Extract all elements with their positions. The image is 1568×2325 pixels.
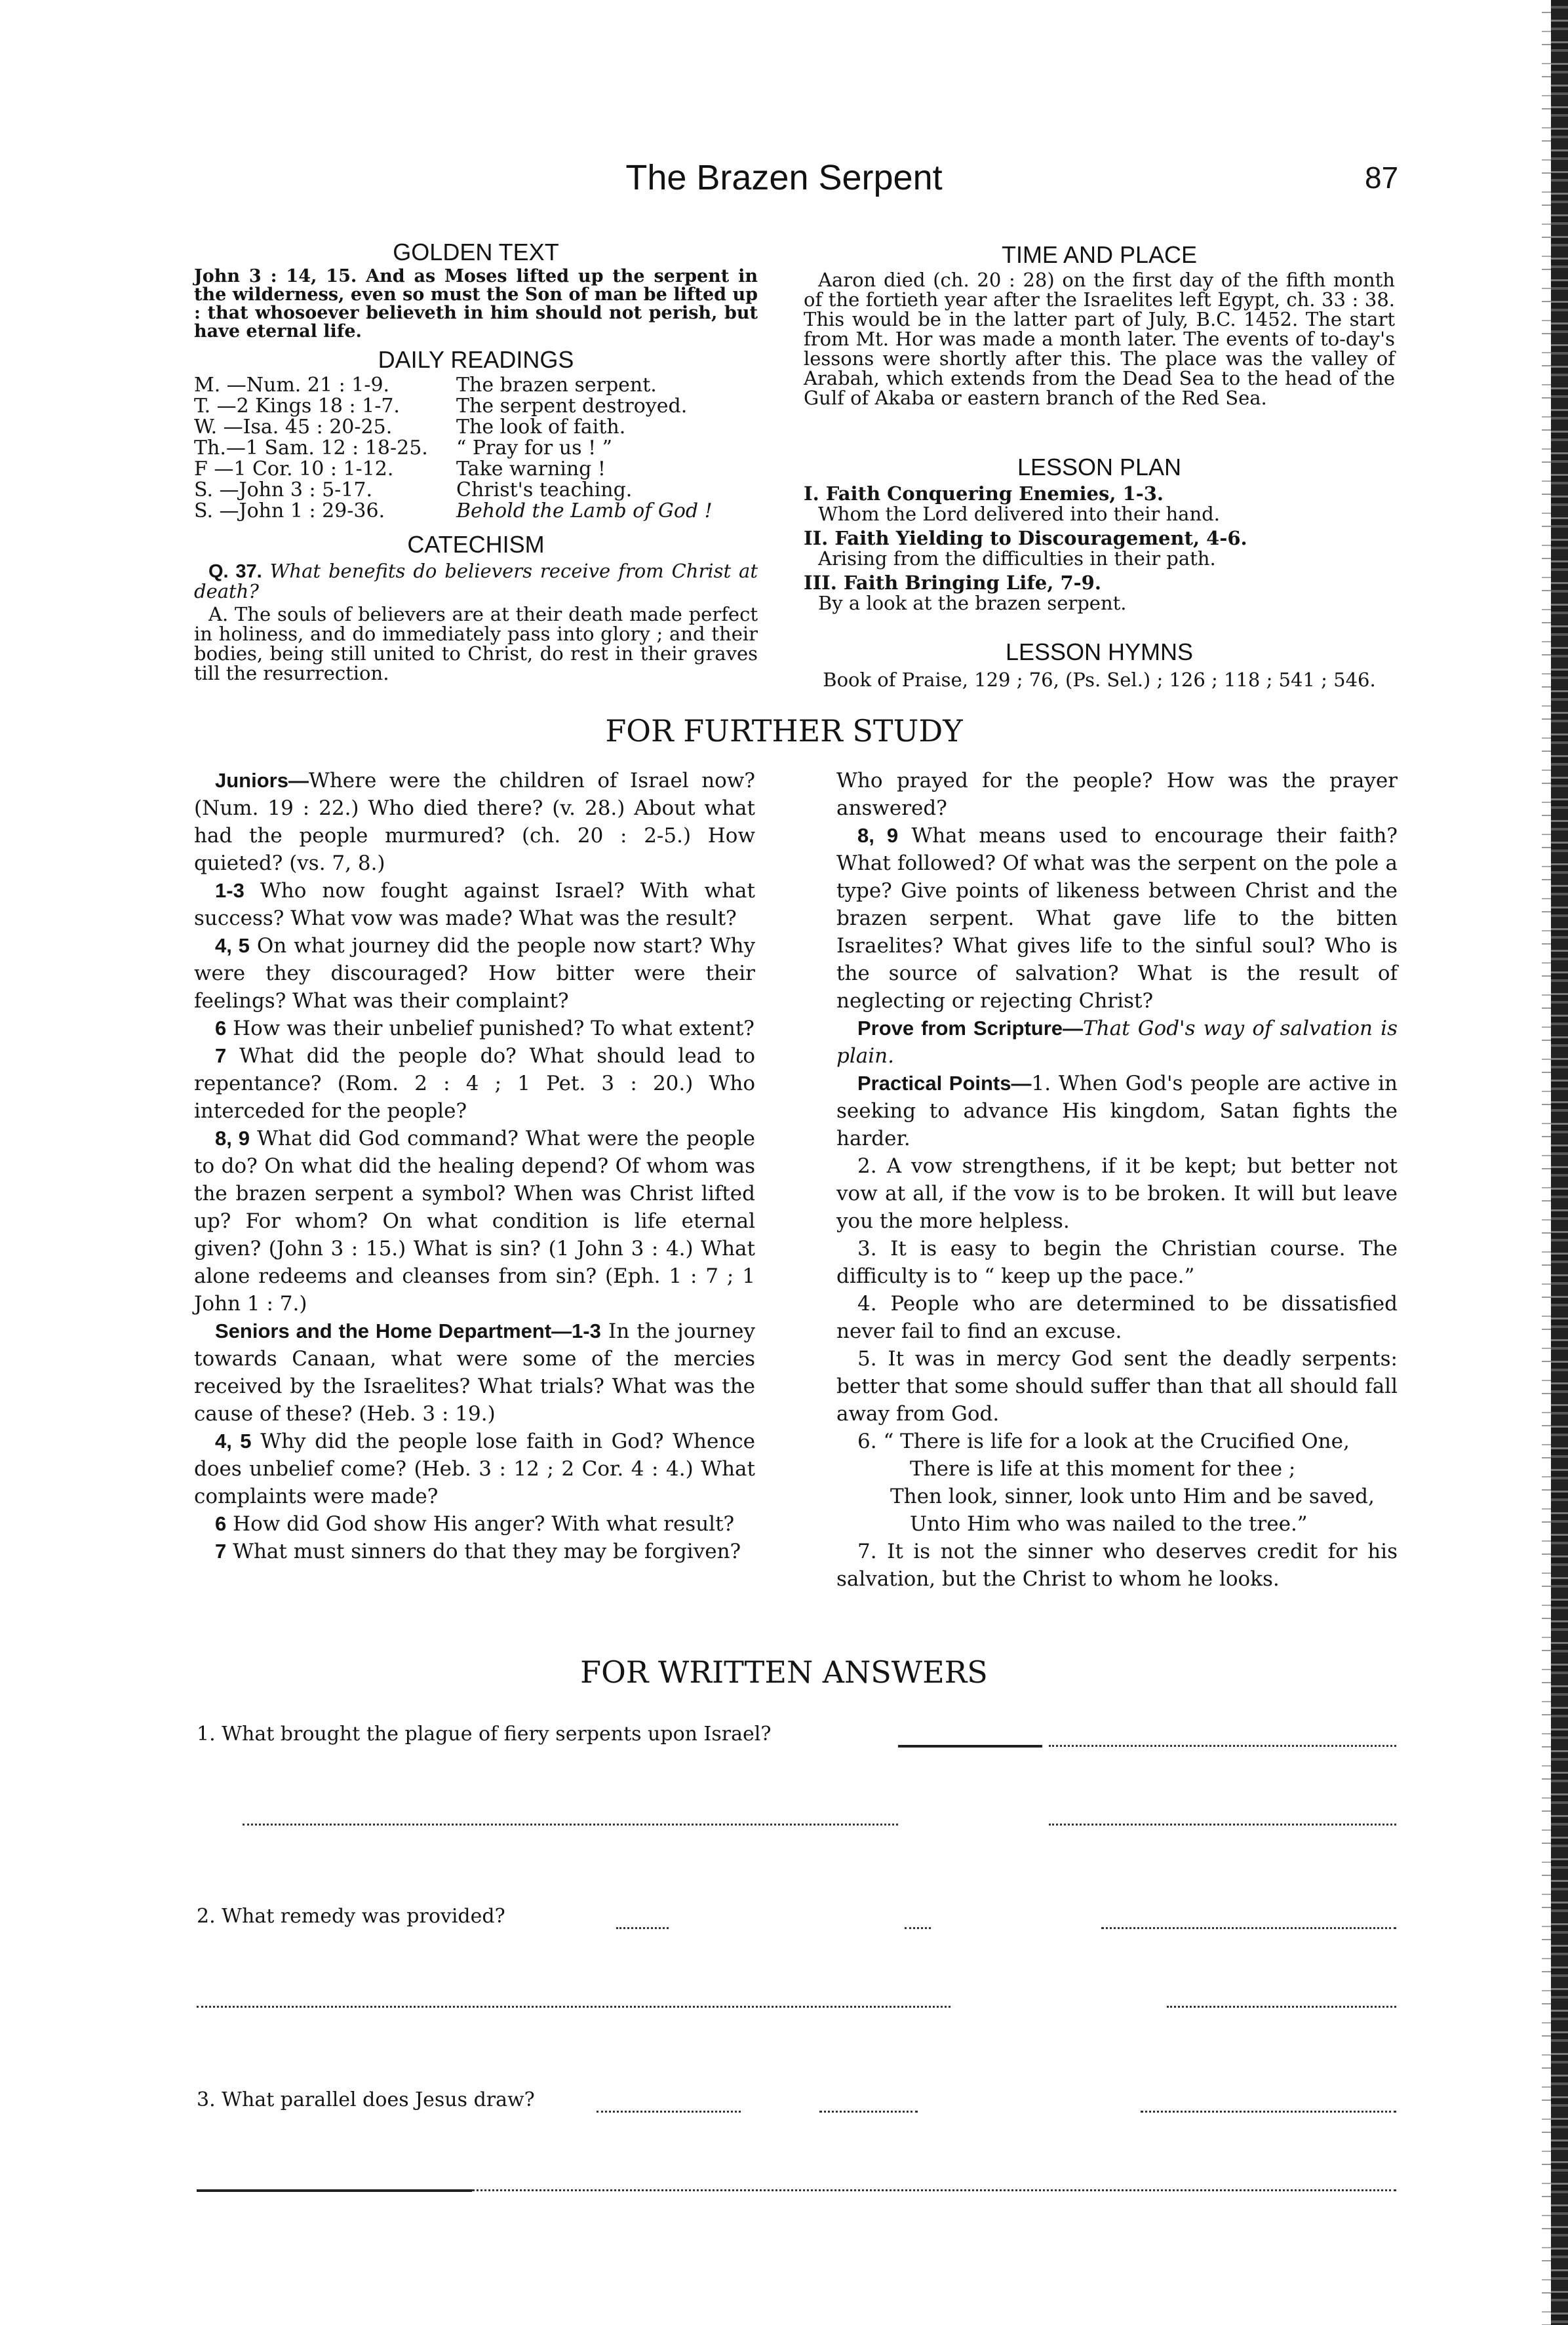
study-continuation: Who prayed for the people? How was the prayer answered?	[836, 769, 1398, 820]
study-text: What means used to encourage their faith? What followed? Of what was the serpent on the pole a type? Give points of likeness between Christ and the brazen serpent. What gave life to the bitten Israelites? What gives life to the sinful soul? Who is the source of salvation? What is the result of neglecting or rejecting Christ?	[836, 824, 1398, 1013]
reading-row	[194, 459, 758, 480]
daily-readings-heading: DAILY READINGS	[378, 346, 574, 373]
written-question-2: 2. What remedy was provided?	[197, 1905, 505, 1928]
study-lead: 7	[215, 1540, 227, 1563]
reading-title: The brazen serpent.	[456, 374, 657, 397]
written-question-3: 3. What parallel does Jesus draw?	[197, 2088, 535, 2111]
study-lead: 6	[215, 1512, 227, 1535]
lesson-plan-item-title: I. Faith Conquering Enemies, 1-3.	[804, 482, 1164, 505]
golden-text-ref: John 3 : 14, 15.	[194, 266, 357, 286]
golden-text-heading: GOLDEN TEXT	[393, 239, 559, 265]
lesson-plan-item-title: II. Faith Yielding to Discouragement, 4-6.	[804, 527, 1247, 549]
reading-ref: S. —John 3 : 5-17.	[194, 479, 373, 501]
daily-readings-list	[194, 375, 758, 522]
study-para	[836, 822, 1398, 1015]
study-para	[194, 1538, 755, 1565]
answer-line	[898, 1745, 1042, 1748]
study-lead: 4, 5	[215, 1430, 252, 1453]
reading-row	[194, 438, 758, 459]
reading-title: Behold the Lamb of God !	[456, 499, 713, 522]
lesson-plan-heading: LESSON PLAN	[1017, 454, 1182, 480]
further-study-right-column	[836, 767, 1398, 1593]
study-para	[194, 932, 755, 1015]
further-study-left-column	[194, 767, 755, 1565]
catechism-answer: A. The souls of believers are at their death made perfect in holiness, and do immediately pass into glory ; and their bodies, being still united to Christ, do rest in their graves till the resurrection.	[194, 603, 758, 684]
further-study-heading: FOR FURTHER STUDY	[605, 713, 963, 749]
catechism-question	[194, 561, 758, 601]
prove-lead: Prove from Scripture—	[857, 1017, 1084, 1040]
practical-lead: Practical Points—	[857, 1072, 1032, 1095]
study-text: What did the people do? What should lead to repentance? (Rom. 2 : 4 ; 1 Pet. 3 : 20.) Who interceded for the people?	[194, 1044, 755, 1123]
study-lead: 7	[215, 1044, 227, 1067]
reading-row	[194, 417, 758, 438]
answer-line	[1049, 1824, 1396, 1826]
page-number: 87	[1365, 161, 1399, 195]
answer-line	[1101, 1927, 1396, 1929]
study-para	[194, 1125, 755, 1318]
study-text: On what journey did the people now start? Why were they discouraged? How bitter were their feelings? What was their complaint?	[194, 934, 755, 1013]
study-para	[194, 1042, 755, 1125]
reading-row	[194, 480, 758, 501]
reading-title: “ Pray for us ! ”	[456, 437, 612, 459]
catechism-q-num: Q. 37.	[208, 561, 262, 582]
reading-ref: F —1 Cor. 10 : 1-12.	[194, 458, 394, 480]
answer-line	[1141, 2111, 1396, 2113]
page-title: The Brazen Serpent	[625, 158, 943, 197]
reading-title: The serpent destroyed.	[456, 395, 688, 418]
reading-ref: Th.—1 Sam. 12 : 18-25.	[194, 437, 428, 459]
reading-row	[194, 396, 758, 417]
poem-line	[857, 1428, 1398, 1455]
golden-text-verse: And as Moses lifted up the serpent in the wilderness, even so must the Son of man be lifted up : that whosoever believeth in him should not perish, but have eternal life.	[194, 266, 758, 342]
written-question-1: 1. What brought the plague of fiery serpents upon Israel?	[197, 1723, 772, 1746]
catechism-q-text: What benefits do believers receive from Christ at death?	[194, 560, 758, 602]
study-lead: 8, 9	[215, 1127, 250, 1150]
time-place-text: Aaron died (ch. 20 : 28) on the first day of the fifth month of the fortieth year after the Israelites left Egypt, ch. 33 : 38. This would be in the latter part of July, B.C. 1452. The start from Mt. Hor was made a month later. The events of to-day's lessons were shortly after this. The place was the valley of Arabah, which extends from the Dead Sea to the head of the Gulf of Akaba or eastern branch of the Red Sea.	[804, 269, 1395, 409]
study-text: What did God command? What were the people to do? On what did the healing depend? Of whom was the brazen serpent a symbol? When was Christ lifted up? For whom? On what condition is life eternal given? (John 3 : 15.) What is sin? (1 John 3 : 4.) What alone redeems and cleanses from sin? (Eph. 1 : 7 ; 1 John 1 : 7.)	[194, 1127, 755, 1316]
answer-line	[472, 2189, 1396, 2191]
study-lead: 8, 9	[857, 824, 899, 847]
study-text: How was their unbelief punished? To what extent?	[226, 1017, 755, 1040]
study-para	[194, 767, 755, 877]
lesson-plan-item-sub: By a look at the brazen serpent.	[818, 592, 1127, 614]
answer-line	[197, 2189, 472, 2192]
scan-edge-right	[1551, 0, 1568, 2325]
answer-line	[616, 1927, 669, 1929]
study-lead: 6	[215, 1017, 227, 1040]
poem	[836, 1428, 1398, 1538]
prove-text: That God's way of salvation is plain.	[836, 1017, 1398, 1068]
answer-line	[1049, 1745, 1396, 1747]
lesson-plan-item-sub: Whom the Lord delivered into their hand.	[818, 503, 1220, 525]
study-para	[194, 1510, 755, 1538]
study-text: Where were the children of Israel now? (Num. 19 : 22.) Who died there? (v. 28.) About what had the people murmured? (ch. 20 : 2-5.) How quieted? (vs. 7, 8.)	[194, 769, 755, 875]
study-text: Why did the people lose faith in God? Whence does unbelief come? (Heb. 3 : 12 ; 2 Cor. 4 : 4.) What complaints were made?	[194, 1430, 755, 1508]
study-lead: 4, 5	[215, 934, 250, 957]
reading-ref: S. —John 1 : 29-36.	[194, 499, 385, 522]
practical-point: 3. It is easy to begin the Christian course. The difficulty is to “ keep up the pace.”	[836, 1237, 1398, 1288]
study-para	[194, 877, 755, 932]
poem-line: Then look, sinner, look unto Him and be saved,	[890, 1485, 1375, 1508]
lesson-plan-item-sub: Arising from the difficulties in their path.	[818, 547, 1216, 570]
practical-point: 2. A vow strengthens, if it be kept; but better not vow at all, if the vow is to be broken. It will but leave you the more helpless.	[836, 1154, 1398, 1233]
catechism-heading: CATECHISM	[407, 531, 545, 558]
reading-title: Take warning !	[456, 458, 606, 480]
poem-line-text: “ There is life for a look at the Crucified One,	[883, 1430, 1350, 1453]
study-text: In the journey towards Canaan, what were some of the mercies received by the Israelites? What trials? What was the cause of these? (Heb. 3 : 19.)	[194, 1319, 755, 1426]
practical-point: 1. When God's people are active in seeking to advance His kingdom, Satan fights the harder.	[836, 1072, 1398, 1150]
scan-edge-shadow	[1542, 0, 1551, 2325]
golden-text-body	[194, 267, 758, 341]
answer-line	[819, 2111, 918, 2113]
reading-ref: T. —2 Kings 18 : 1-7.	[194, 395, 400, 418]
practical-point: 5. It was in mercy God sent the deadly serpents: better that some should suffer than that all should fall away from God.	[836, 1347, 1398, 1426]
answer-line	[243, 1824, 898, 1826]
study-text: What must sinners do that they may be forgiven?	[226, 1540, 741, 1563]
answer-line	[197, 2006, 951, 2008]
study-text: Who now fought against Israel? With what success? What vow was made? What was the result?	[194, 879, 755, 930]
poem-line: There is life at this moment for thee ;	[910, 1457, 1296, 1481]
answer-line	[905, 1927, 931, 1929]
study-lead: 1-3	[215, 879, 245, 902]
written-answers-heading: FOR WRITTEN ANSWERS	[580, 1654, 988, 1690]
lesson-plan-item-title: III. Faith Bringing Life, 7-9.	[804, 572, 1101, 594]
time-place-heading: TIME AND PLACE	[1001, 241, 1198, 268]
answer-line	[1167, 2006, 1396, 2008]
study-lead: Juniors—	[215, 769, 309, 792]
practical-para	[836, 1070, 1398, 1152]
poem-line: Unto Him who was nailed to the tree.”	[910, 1512, 1308, 1536]
reading-title: The look of faith.	[456, 416, 626, 439]
study-lead: Seniors and the Home Department—1-3	[215, 1319, 601, 1342]
poem-number: 6.	[857, 1430, 877, 1453]
reading-ref: W. —Isa. 45 : 20-25.	[194, 416, 393, 439]
study-para	[194, 1015, 755, 1042]
practical-point: 7. It is not the sinner who deserves credit for his salvation, but the Christ to whom he looks.	[836, 1540, 1398, 1591]
practical-point: 4. People who are determined to be dissatisfied never fail to find an excuse.	[836, 1292, 1398, 1343]
reading-row	[194, 501, 758, 522]
study-text: How did God show His anger? With what result?	[226, 1512, 735, 1536]
lesson-hymns-heading: LESSON HYMNS	[1005, 638, 1194, 665]
study-para	[194, 1428, 755, 1510]
reading-ref: M. —Num. 21 : 1-9.	[194, 374, 390, 397]
lesson-hymns-text: Book of Praise, 129 ; 76, (Ps. Sel.) ; 126 ; 118 ; 541 ; 546.	[823, 669, 1376, 691]
reading-title: Christ's teaching.	[456, 479, 633, 501]
reading-row	[194, 375, 758, 396]
answer-line	[597, 2111, 741, 2113]
prove-para	[836, 1015, 1398, 1070]
lesson-plan-list	[804, 484, 1395, 614]
study-para	[194, 1318, 755, 1428]
